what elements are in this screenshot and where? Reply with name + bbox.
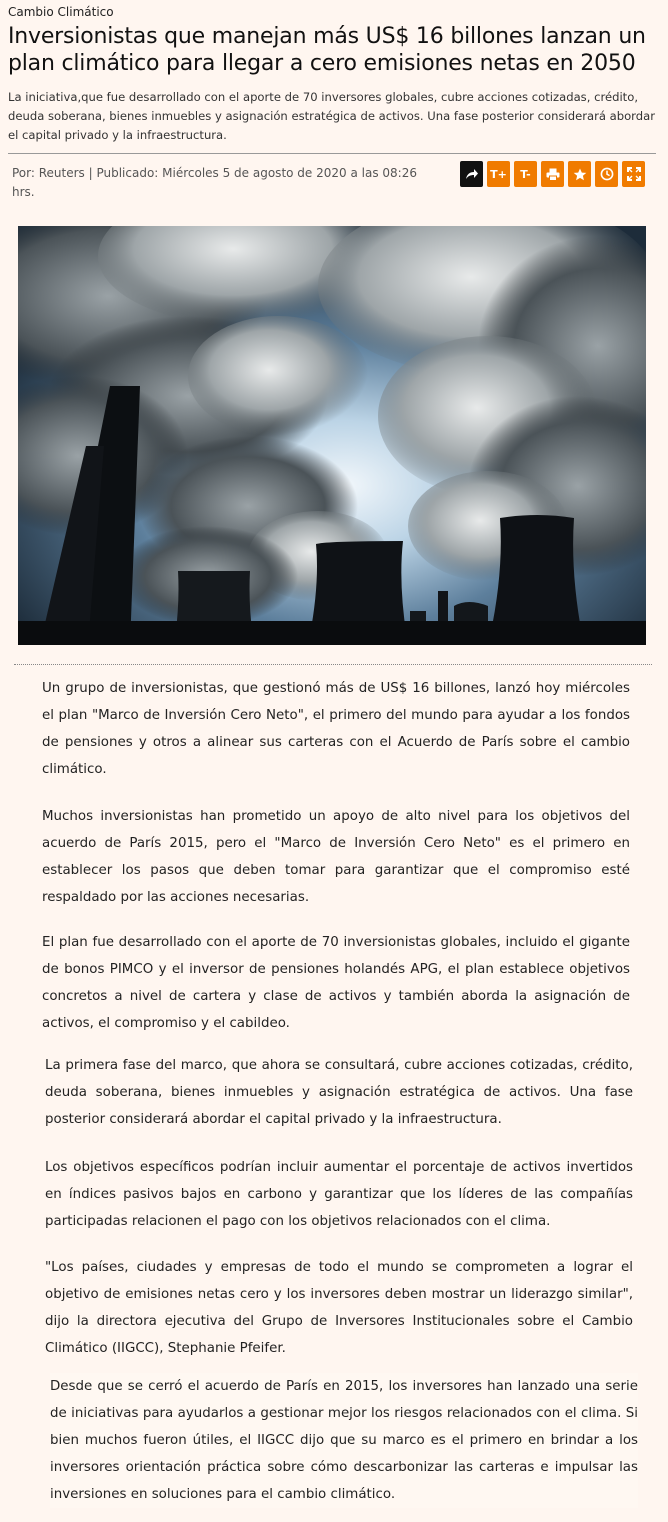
article-toolbar: [460, 161, 645, 187]
body-paragraph-4: La primera fase del marco, que ahora se consultará, cubre acciones cotizadas, crédito, deuda soberana, bienes inmuebles y asignación estratégica de activos. Una fase posterior considerará abordar el capital privado y la infraestructura.: [45, 1058, 633, 1127]
share-arrow-icon: [465, 168, 479, 180]
increase-text-button[interactable]: T+: [487, 161, 510, 187]
print-button[interactable]: [541, 161, 564, 187]
article-photo-power-plant: [18, 226, 646, 645]
decrease-text-button[interactable]: T-: [514, 161, 537, 187]
expand-icon: [627, 167, 641, 181]
power-plant-smoke-image: [18, 226, 646, 645]
body-paragraph-5: Los objetivos específicos podrían incluir aumentar el porcentaje de activos invertidos en índices pasivos bajos en carbono y garantizar que los líderes de las compañías participadas relacionen el pago con los objetivos relacionados con el clima.: [45, 1160, 633, 1229]
section-label[interactable]: Cambio Climático: [8, 5, 114, 19]
favorite-button[interactable]: [568, 161, 591, 187]
clock-icon: [600, 167, 614, 181]
lead-summary: La iniciativa,que fue desarrollado con el aporte de 70 inversores globales, cubre acciones cotizadas, crédito, deuda soberana, bienes inmuebles y asignación estratégica de activos. Una fase posterior considerará abordar el capital privado y la infraestructura.: [8, 90, 655, 142]
headline: Inversionistas que manejan más US$ 16 billones lanzan un plan climático para llegar a cero emisiones netas en 2050: [8, 24, 646, 76]
byline: Por: Reuters | Publicado: Miércoles 5 de agosto de 2020 a las 08:26 hrs.: [12, 166, 417, 199]
star-icon: [573, 168, 587, 181]
body-paragraph-1: Un grupo de inversionistas, que gestionó más de US$ 16 billones, lanzó hoy miércoles el plan "Marco de Inversión Cero Neto", el primero del mundo para ayudar a los fondos de pensiones y otros a alinear sus carteras con el Acuerdo de París sobre el cambio climático.: [42, 681, 630, 777]
body-paragraph-6: "Los países, ciudades y empresas de todo el mundo se comprometen a lograr el objetivo de emisiones netas cero y los inversores deben mostrar un liderazgo similar", dijo la directora ejecutiva del Grupo de Inversores Institucionales sobre el Cambio Climático (IIGCC), Stephanie Pfeifer.: [45, 1260, 633, 1356]
printer-icon: [546, 168, 560, 181]
body-paragraph-2: Muchos inversionistas han prometido un apoyo de alto nivel para los objetivos del acuerdo de París 2015, pero el "Marco de Inversión Cero Neto" es el primero en establecer los pasos que deben tomar para garantizar que el compromiso esté respaldado por las acciones necesarias.: [42, 809, 630, 905]
header-divider: [8, 153, 656, 154]
photo-divider: [14, 664, 652, 665]
share-button[interactable]: [460, 161, 483, 187]
body-paragraph-3: El plan fue desarrollado con el aporte de 70 inversionistas globales, incluido el gigante de bonos PIMCO y el inversor de pensiones holandés APG, el plan establece objetivos concretos a nivel de cartera y clase de activos y también aborda la asignación de activos, el compromiso y el cabildeo.: [42, 935, 630, 1031]
body-paragraph-7: Desde que se cerró el acuerdo de París en 2015, los inversores han lanzado una serie de iniciativas para ayudarlos a gestionar mejor los riesgos relacionados con el clima. Si bien muchos fueron útiles, el IIGCC dijo que su marco es el primero en brindar a los inversores orientación práctica sobre cómo descarbonizar las carteras e impulsar las inversiones en soluciones para el cambio climático.: [50, 1373, 638, 1508]
expand-button[interactable]: [622, 161, 645, 187]
clock-button[interactable]: [595, 161, 618, 187]
